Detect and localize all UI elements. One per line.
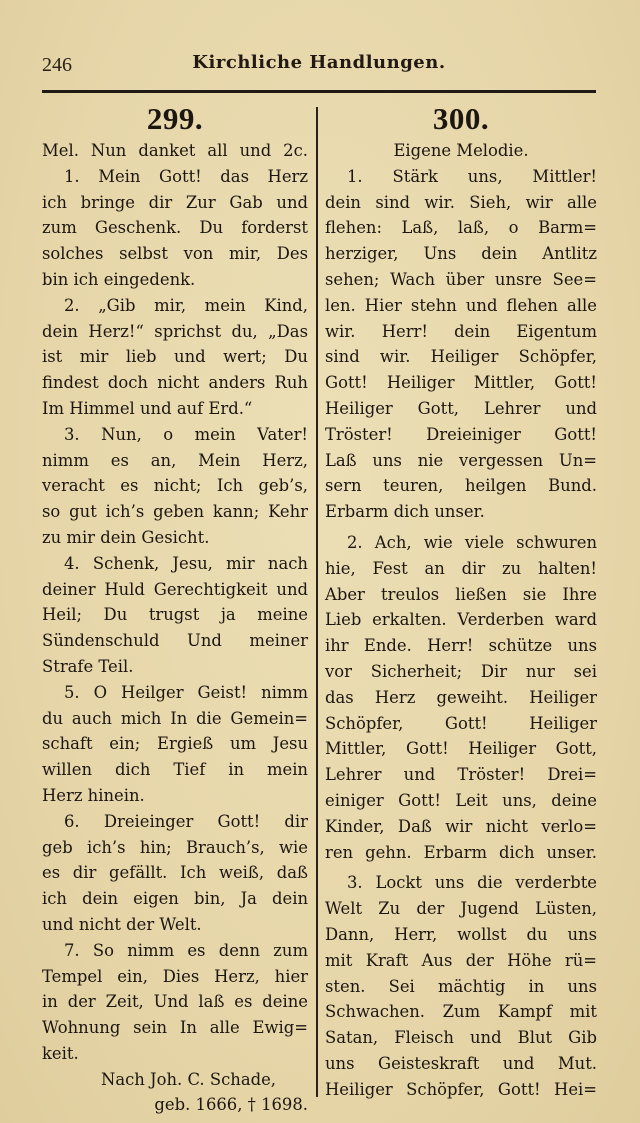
verse-line: Heiliger Schöpfer, Gott! Hei= bbox=[325, 1079, 597, 1099]
verse-line: in der Zeit, Und laß es deine bbox=[42, 992, 308, 1012]
verse-line: Sündenschuld Und meiner bbox=[42, 631, 308, 651]
verse-line: zum Geschenk. Du forderst bbox=[42, 218, 308, 238]
verse-line: veracht es nicht; Ich geb’s, bbox=[42, 476, 308, 496]
stanza-3 bbox=[42, 422, 308, 551]
hymn-number: 300. bbox=[432, 101, 490, 136]
verse-line: sind wir. Heiliger Schöpfer, bbox=[325, 347, 597, 367]
verse-line: 6. Dreieinger Gott! dir bbox=[64, 811, 308, 831]
attribution-author: Nach Joh. C. Schade, bbox=[101, 1069, 276, 1089]
melody-note: Mel. Nun danket all und 2c. bbox=[42, 141, 308, 160]
verse-line: Welt Zu der Jugend Lüsten, bbox=[325, 899, 597, 919]
verse-line: findest doch nicht anders Ruh bbox=[42, 373, 308, 393]
verse-line: Dann, Herr, wollst du uns bbox=[325, 924, 597, 944]
stanza-4 bbox=[42, 551, 308, 680]
verse-line: Lehrer und Tröster! Drei= bbox=[325, 765, 597, 785]
verse-line: Tröster! Dreieiniger Gott! bbox=[325, 424, 597, 444]
verse-line: vor Sicherheit; Dir nur sei bbox=[325, 661, 597, 681]
verse-line: wir. Herr! dein Eigentum bbox=[325, 321, 597, 341]
verse-line: so gut ich’s geben kann; Kehr bbox=[42, 502, 308, 522]
verse-line: sehen; Wach über unsre See= bbox=[325, 269, 597, 289]
verse-line: 1. Mein Gott! das Herz bbox=[64, 166, 308, 186]
verse-line: Tempel ein, Dies Herz, hier bbox=[42, 966, 308, 986]
verse-line: Heil; Du trugst ja meine bbox=[42, 605, 308, 625]
verse-line: Laß uns nie vergessen Un= bbox=[325, 450, 597, 470]
verse-line: solches selbst von mir, Des bbox=[42, 244, 308, 264]
stanza-6 bbox=[42, 809, 308, 938]
verse-line: 3. Nun, o mein Vater! bbox=[64, 424, 308, 444]
hymn-number: 299. bbox=[146, 101, 204, 136]
verse-line: herziger, Uns dein Antlitz bbox=[325, 244, 597, 264]
verse-line: ist mir lieb und wert; Du bbox=[42, 347, 308, 367]
verse-line: Heiliger Gott, Lehrer und bbox=[325, 398, 597, 418]
verse-line: Schöpfer, Gott! Heiliger bbox=[325, 713, 597, 733]
stanza-7 bbox=[42, 938, 308, 1067]
stanza-1 bbox=[325, 164, 597, 525]
verse-line: bin ich eingedenk. bbox=[42, 269, 196, 289]
verse-line: deiner Huld Gerechtigkeit und bbox=[42, 579, 308, 599]
verse-line: zu mir dein Gesicht. bbox=[42, 527, 210, 547]
attribution-dates: geb. 1666, † 1698. bbox=[154, 1095, 308, 1115]
verse-line: dein sind wir. Sieh, wir alle bbox=[325, 192, 597, 212]
stanza-3 bbox=[325, 870, 597, 1102]
verse-line: nimm es an, Mein Herz, bbox=[42, 450, 308, 470]
verse-line: Schwachen. Zum Kampf mit bbox=[325, 1002, 597, 1022]
column-divider bbox=[316, 107, 318, 1097]
verse-line: Strafe Teil. bbox=[42, 656, 134, 676]
running-title: Kirchliche Handlungen. bbox=[192, 52, 446, 73]
verse-line: keit. bbox=[42, 1043, 79, 1063]
verse-line: willen dich Tief in mein bbox=[42, 760, 308, 780]
verse-line: hie, Fest an dir zu halten! bbox=[325, 558, 597, 578]
melody-note: Eigene Melodie. bbox=[393, 141, 529, 160]
running-head bbox=[42, 52, 596, 82]
hymn-299 bbox=[42, 100, 308, 1118]
verse-line: das Herz geweiht. Heiliger bbox=[325, 687, 597, 707]
verse-line: Satan, Fleisch und Blut Gib bbox=[325, 1028, 597, 1048]
verse-line: sern teuren, heilgen Bund. bbox=[325, 476, 597, 496]
verse-line: Aber treulos ließen sie Ihre bbox=[325, 584, 597, 604]
verse-line: es dir gefällt. Ich weiß, daß bbox=[42, 863, 308, 883]
verse-line: Gott! Heiliger Mittler, Gott! bbox=[325, 373, 597, 393]
verse-line: ich dein eigen bin, Ja dein bbox=[42, 889, 308, 909]
verse-line: 5. O Heilger Geist! nimm bbox=[64, 682, 308, 702]
verse-line: 2. „Gib mir, mein Kind, bbox=[64, 295, 308, 315]
stanza-1 bbox=[42, 164, 308, 293]
verse-line: und nicht der Welt. bbox=[42, 914, 202, 934]
verse-line: 7. So nimm es denn zum bbox=[64, 940, 308, 960]
verse-line: schaft ein; Ergieß um Jesu bbox=[42, 734, 308, 754]
verse-line: flehen: Laß, laß, o Barm= bbox=[325, 218, 597, 238]
verse-line: 1. Stärk uns, Mittler! bbox=[347, 166, 597, 186]
verse-line: Herz hinein. bbox=[42, 785, 145, 805]
verse-line: 4. Schenk, Jesu, mir nach bbox=[64, 553, 308, 573]
verse-line: geb ich’s hin; Brauch’s, wie bbox=[42, 837, 308, 857]
verse-line: sten. Sei mächtig in uns bbox=[325, 976, 597, 996]
stanza-5 bbox=[42, 680, 308, 809]
verse-line: Im Himmel und auf Erd.“ bbox=[42, 398, 253, 418]
verse-line: ich bringe dir Zur Gab und bbox=[42, 192, 308, 212]
verse-line: Lieb erkalten. Verderben ward bbox=[325, 610, 597, 630]
verse-line: Wohnung sein In alle Ewig= bbox=[42, 1018, 308, 1038]
page-number: 246 bbox=[42, 54, 72, 76]
verse-line: Erbarm dich unser. bbox=[325, 502, 485, 522]
verse-line: 2. Ach, wie viele schwuren bbox=[347, 532, 597, 552]
stanza-2 bbox=[325, 530, 597, 865]
verse-line: ren gehn. Erbarm dich unser. bbox=[325, 842, 597, 862]
verse-line: einiger Gott! Leit uns, deine bbox=[325, 790, 597, 810]
hymn-300 bbox=[325, 100, 597, 1102]
verse-line: Kinder, Daß wir nicht verlo= bbox=[325, 816, 597, 836]
verse-line: dein Herz!“ sprichst du, „Das bbox=[42, 321, 308, 341]
verse-line: len. Hier stehn und flehen alle bbox=[325, 295, 597, 315]
author-attribution bbox=[42, 1067, 308, 1119]
verse-line: Mittler, Gott! Heiliger Gott, bbox=[325, 739, 597, 759]
verse-line: mit Kraft Aus der Höhe rü= bbox=[325, 950, 597, 970]
verse-line: ihr Ende. Herr! schütze uns bbox=[325, 636, 597, 656]
header-rule bbox=[42, 90, 596, 93]
stanza-2 bbox=[42, 293, 308, 422]
verse-line: 3. Lockt uns die verderbte bbox=[347, 873, 597, 893]
verse-line: uns Geisteskraft und Mut. bbox=[325, 1053, 597, 1073]
verse-line: du auch mich In die Gemein= bbox=[42, 708, 308, 728]
